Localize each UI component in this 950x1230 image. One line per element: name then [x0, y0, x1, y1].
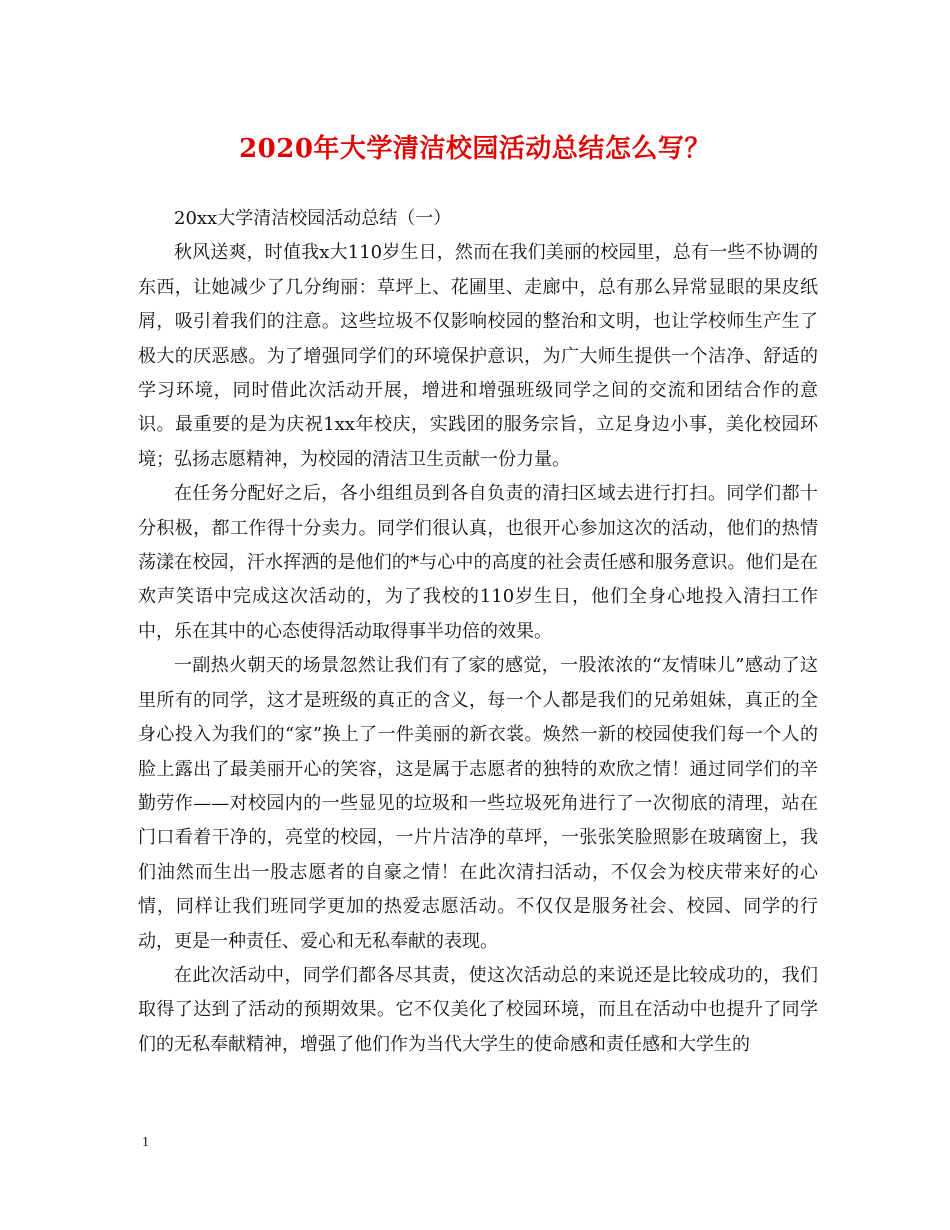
- paragraph-heading: 20xx大学清洁校园活动总结（一）: [174, 208, 452, 229]
- paragraph: 秋风送爽，时值我x大110岁生日，然而在我们美丽的校园里，总有一些不协调的东西，让她减少了几分绚丽：草坪上、花圃里、走廊中，总有那么异常显眼的果皮纸屑，吸引着我们的注意。这些垃圾不仅影响校园的整治和文明，也让学校师生产生了极大的厌恶感。为了增强同学们的环境保护意识，为广大师生提供一个洁净、舒适的学习环境，同时借此次活动开展，增进和增强班级同学之间的交流和团结合作的意识。最重要的是为庆祝1xx年校庆，实践团的服务宗旨，立足身边小事，美化校园环境；弘扬志愿精神，为校园的清洁卫生贡献一份力量。: [138, 242, 818, 470]
- paragraph: 一副热火朝天的场景忽然让我们有了家的感觉，一股浓浓的“友情味儿”感动了这里所有的同学，这才是班级的真正的含义，每一个人都是我们的兄弟姐妹，真正的全身心投入为我们的“家”换上了一件美丽的新衣裳。焕然一新的校园使我们每一个人的脸上露出了最美丽开心的笑容，这是属于志愿者的独特的欢欣之情！通过同学们的辛勤劳作——对校园内的一些显见的垃圾和一些垃圾死角进行了一次彻底的清理，站在门口看着干净的，亮堂的校园，一片片洁净的草坪，一张张笑脸照影在玻璃窗上，我们油然而生出一股志愿者的自豪之情！在此次清扫活动，不仅会为校庆带来好的心情，同样让我们班同学更加的热爱志愿活动。不仅仅是服务社会、校园、同学的行动，更是一种责任、爱心和无私奉献的表现。: [138, 655, 818, 952]
- document-title: 2020年大学清洁校园活动总结怎么写？: [239, 134, 711, 164]
- paragraph: 在此次活动中，同学们都各尽其责，使这次活动总的来说还是比较成功的，我们取得了达到了活动的预期效果。它不仅美化了校园环境，而且在活动中也提升了同学们的无私奉献精神，增强了他们作为当代大学生的使命感和责任感和大学生的: [138, 964, 818, 1055]
- page-number: 1: [142, 1135, 149, 1150]
- document-body: [138, 202, 818, 1062]
- paragraph: 在任务分配好之后，各小组组员到各自负责的清扫区域去进行打扫。同学们都十分积极，都工作得十分卖力。同学们很认真，也很开心参加这次的活动，他们的热情荡漾在校园，汗水挥洒的是他们的*与心中的高度的社会责任感和服务意识。他们是在欢声笑语中完成这次活动的，为了我校的110岁生日，他们全身心地投入清扫工作中，乐在其中的心态使得活动取得事半功倍的效果。: [138, 483, 818, 642]
